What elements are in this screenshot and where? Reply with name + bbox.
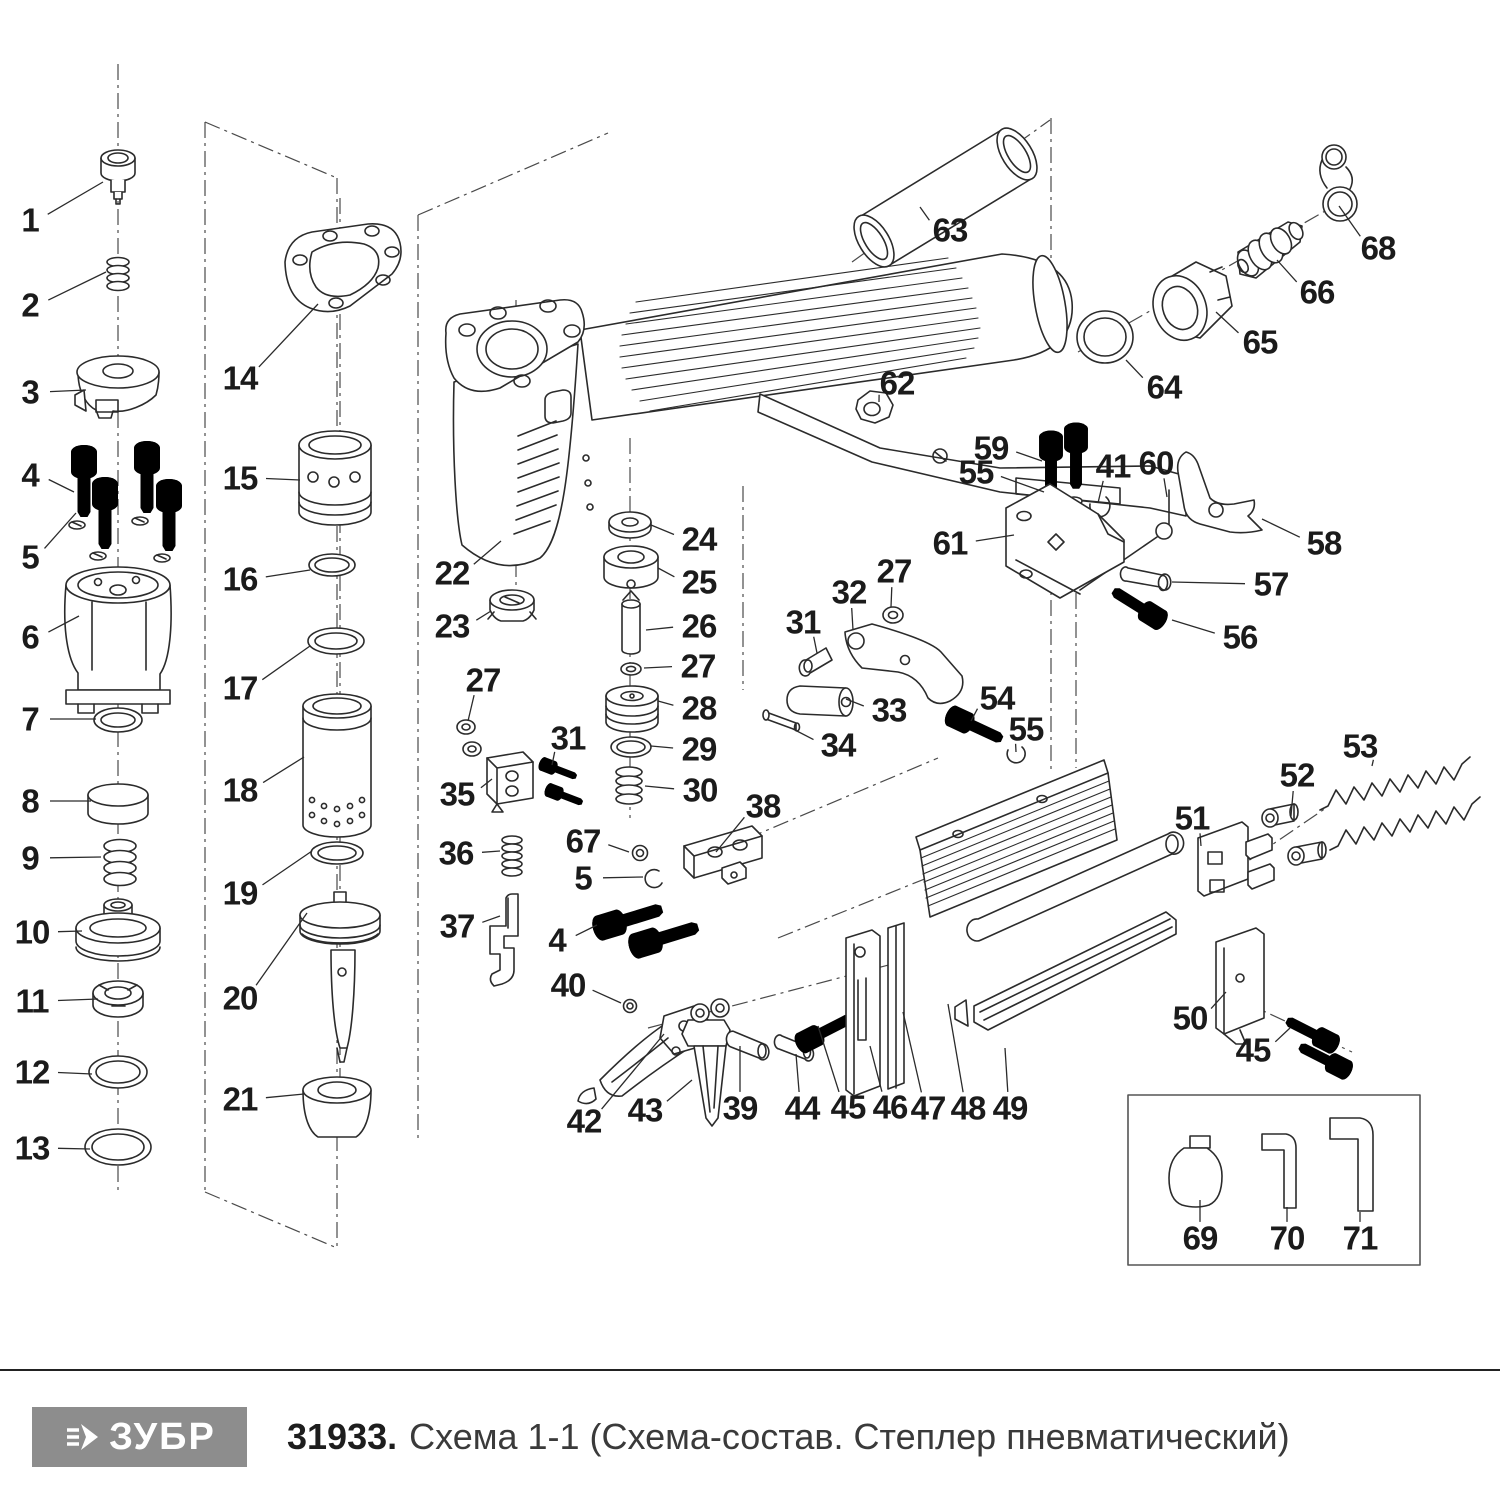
leader-line-20 xyxy=(256,913,307,985)
part-number-71: 71 xyxy=(1342,1219,1378,1257)
part-art-15 xyxy=(299,431,371,525)
part-number-56: 56 xyxy=(1222,618,1258,656)
leader-line-5 xyxy=(45,513,77,548)
part-art-40 xyxy=(624,1000,637,1013)
part-art-35 xyxy=(487,752,533,812)
part-number-15: 15 xyxy=(222,459,258,497)
leader-line-56 xyxy=(1172,620,1215,633)
part-art-38 xyxy=(684,826,762,884)
part-number-43: 43 xyxy=(627,1091,663,1129)
leader-line-66 xyxy=(1277,260,1297,282)
part-number-11: 11 xyxy=(15,982,49,1020)
part-art-52 xyxy=(1262,804,1326,865)
part-number-64: 64 xyxy=(1146,368,1182,406)
part-number-63: 63 xyxy=(932,211,968,249)
part-number-32: 32 xyxy=(831,573,867,611)
part-number-23: 23 xyxy=(434,607,470,645)
part-art-16 xyxy=(309,554,355,576)
part-art-27a xyxy=(621,663,641,675)
leader-line-49 xyxy=(1005,1048,1008,1092)
leader-line-58 xyxy=(1262,519,1300,537)
leader-line-12 xyxy=(58,1073,92,1075)
part-number-12: 12 xyxy=(14,1053,50,1091)
part-art-34 xyxy=(763,710,800,731)
leader-line-45 xyxy=(818,1026,839,1092)
part-art-1 xyxy=(101,150,135,204)
part-number-50: 50 xyxy=(1172,999,1208,1037)
part-number-51: 51 xyxy=(1174,799,1210,837)
part-number-22: 22 xyxy=(434,554,470,592)
part-number-35: 35 xyxy=(439,775,475,813)
part-number-37: 37 xyxy=(439,907,475,945)
part-art-29 xyxy=(611,737,651,757)
leader-line-5 xyxy=(603,877,643,878)
part-number-46: 46 xyxy=(872,1088,908,1126)
part-number-13: 13 xyxy=(14,1129,50,1167)
part-art-31a xyxy=(799,648,832,676)
part-number-9: 9 xyxy=(21,839,39,877)
part-art-46 xyxy=(846,930,880,1096)
part-number-45: 45 xyxy=(1235,1031,1271,1069)
part-number-3: 3 xyxy=(21,373,39,411)
part-number-31: 31 xyxy=(550,719,586,757)
part-art-57 xyxy=(1120,567,1170,590)
leader-line-40 xyxy=(593,990,621,1003)
part-number-28: 28 xyxy=(681,689,717,727)
part-number-69: 69 xyxy=(1182,1219,1218,1257)
part-art-58 xyxy=(1178,452,1262,533)
part-number-33: 33 xyxy=(871,691,907,729)
leader-line-64 xyxy=(1126,360,1143,378)
leader-line-34 xyxy=(793,729,814,740)
leader-line-45 xyxy=(1275,1028,1290,1042)
part-number-55: 55 xyxy=(1008,710,1044,748)
leader-line-1 xyxy=(48,182,103,214)
part-number-34: 34 xyxy=(820,726,856,764)
brand-arrow-icon xyxy=(63,1417,103,1457)
leader-line-9 xyxy=(50,857,101,858)
part-art-6 xyxy=(65,567,171,713)
part-number-49: 49 xyxy=(992,1089,1028,1127)
leader-line-17 xyxy=(262,646,310,680)
part-number-14: 14 xyxy=(222,359,258,397)
leader-line-24 xyxy=(651,525,674,535)
part-art-14 xyxy=(285,224,401,312)
part-number-57: 57 xyxy=(1253,565,1289,603)
part-number-44: 44 xyxy=(784,1089,820,1127)
part-art-39 xyxy=(726,1031,768,1060)
brand-logo xyxy=(32,1407,247,1467)
part-number-67: 67 xyxy=(565,822,601,860)
leader-line-15 xyxy=(266,479,300,481)
part-number-7: 7 xyxy=(21,700,39,738)
part-art-20 xyxy=(300,892,380,1062)
part-number-38: 38 xyxy=(745,787,781,825)
part-number-27: 27 xyxy=(876,552,912,590)
part-art-23 xyxy=(488,590,536,621)
leader-line-13 xyxy=(58,1148,90,1149)
leader-line-19 xyxy=(263,851,313,885)
part-art-28 xyxy=(606,686,658,732)
part-art-13 xyxy=(85,1129,151,1165)
part-art-31b xyxy=(537,756,585,810)
leader-line-16 xyxy=(266,570,310,577)
part-art-24 xyxy=(609,512,651,538)
part-number-20: 20 xyxy=(222,979,258,1017)
part-number-61: 61 xyxy=(932,524,968,562)
part-art-63 xyxy=(846,121,1045,273)
part-number-19: 19 xyxy=(222,874,258,912)
leader-line-27 xyxy=(891,587,892,607)
part-number-29: 29 xyxy=(681,730,717,768)
part-art-27c xyxy=(883,607,903,623)
part-number-39: 39 xyxy=(722,1089,758,1127)
part-art-48 xyxy=(916,760,1117,917)
part-art-30 xyxy=(616,767,642,804)
part-art-7 xyxy=(94,708,142,732)
part-art-36 xyxy=(502,836,522,876)
part-number-5: 5 xyxy=(574,859,592,897)
leader-line-37 xyxy=(482,916,500,922)
part-art-71 xyxy=(1330,1118,1373,1211)
part-art-50 xyxy=(1216,928,1264,1044)
part-number-18: 18 xyxy=(222,771,258,809)
part-number-54: 54 xyxy=(979,679,1015,717)
part-number-16: 16 xyxy=(222,560,258,598)
leader-line-18 xyxy=(263,757,304,783)
sheet-number: 31933. xyxy=(287,1416,398,1457)
part-art-17 xyxy=(308,628,364,654)
part-art-2 xyxy=(107,258,129,291)
part-art-3 xyxy=(75,356,159,418)
part-number-68: 68 xyxy=(1360,229,1396,267)
part-art-12 xyxy=(89,1056,147,1088)
leader-line-65 xyxy=(1216,312,1239,333)
part-art-5 xyxy=(69,517,170,562)
part-number-10: 10 xyxy=(14,913,50,951)
part-number-36: 36 xyxy=(438,834,474,872)
part-art-70 xyxy=(1262,1134,1296,1208)
leader-line-67 xyxy=(608,845,629,852)
part-number-4: 4 xyxy=(548,921,566,959)
leader-line-32 xyxy=(852,608,853,630)
part-number-25: 25 xyxy=(681,563,717,601)
part-number-45: 45 xyxy=(830,1088,866,1126)
part-number-60: 60 xyxy=(1138,444,1174,482)
leader-line-43 xyxy=(667,1080,692,1101)
leader-line-29 xyxy=(651,746,673,748)
part-number-31: 31 xyxy=(785,603,821,641)
part-art-26 xyxy=(622,591,640,654)
part-art-25 xyxy=(604,546,658,588)
leader-line-28 xyxy=(658,701,673,705)
leader-line-10 xyxy=(58,931,82,932)
leader-line-21 xyxy=(266,1094,304,1098)
part-number-40: 40 xyxy=(550,966,586,1004)
part-art-9 xyxy=(104,840,136,886)
leader-line-27 xyxy=(644,667,672,668)
part-number-47: 47 xyxy=(910,1089,946,1127)
part-art-53 xyxy=(1320,757,1480,850)
leader-line-11 xyxy=(58,999,98,1001)
part-number-58: 58 xyxy=(1306,524,1342,562)
part-art-33 xyxy=(787,686,853,716)
leader-line-47 xyxy=(903,1012,921,1092)
part-art-45b xyxy=(1282,1011,1356,1082)
leader-line-36 xyxy=(482,851,500,852)
part-art-11 xyxy=(93,981,143,1017)
part-number-24: 24 xyxy=(681,520,717,558)
part-art-4 xyxy=(71,441,182,551)
leader-line-44 xyxy=(796,1054,799,1092)
part-art-5b xyxy=(645,870,662,888)
part-art-10 xyxy=(76,899,160,961)
parts-artwork xyxy=(65,121,1480,1265)
part-number-8: 8 xyxy=(21,782,39,820)
part-number-65: 65 xyxy=(1242,323,1278,361)
part-number-66: 66 xyxy=(1299,273,1335,311)
leader-line-2 xyxy=(48,272,106,300)
part-number-26: 26 xyxy=(681,607,717,645)
part-art-19 xyxy=(311,842,363,864)
part-art-51 xyxy=(1198,822,1274,896)
part-number-52: 52 xyxy=(1279,756,1315,794)
leader-line-14 xyxy=(259,304,318,367)
part-art-37 xyxy=(490,894,518,986)
part-number-53: 53 xyxy=(1342,727,1378,765)
part-number-5: 5 xyxy=(21,538,39,576)
part-number-70: 70 xyxy=(1269,1219,1305,1257)
part-number-48: 48 xyxy=(950,1089,986,1127)
part-number-1: 1 xyxy=(21,201,39,239)
part-number-27: 27 xyxy=(465,661,501,699)
part-art-4b xyxy=(590,897,702,961)
sheet-title xyxy=(287,1407,1290,1467)
part-art-8 xyxy=(88,784,148,824)
part-number-2: 2 xyxy=(21,286,39,324)
part-number-59: 59 xyxy=(973,429,1009,467)
part-number-6: 6 xyxy=(21,618,39,656)
part-number-30: 30 xyxy=(682,771,718,809)
part-art-21 xyxy=(303,1077,371,1137)
leader-line-4 xyxy=(49,480,74,493)
leader-line-57 xyxy=(1172,582,1245,584)
part-art-64 xyxy=(1077,311,1133,363)
part-art-18 xyxy=(303,694,371,837)
part-number-55: 55 xyxy=(958,453,994,491)
part-number-41: 41 xyxy=(1095,447,1131,485)
leader-line-25 xyxy=(658,568,674,577)
part-art-27b xyxy=(457,720,481,756)
footer-bar xyxy=(0,1369,1500,1500)
leader-line-26 xyxy=(646,627,673,630)
part-number-27: 27 xyxy=(680,647,716,685)
part-number-21: 21 xyxy=(222,1080,258,1118)
part-number-17: 17 xyxy=(222,669,258,707)
part-number-42: 42 xyxy=(566,1102,602,1140)
part-art-67 xyxy=(633,846,648,861)
part-art-65 xyxy=(1144,262,1232,348)
leader-line-59 xyxy=(1016,452,1042,461)
leader-line-30 xyxy=(645,786,674,789)
part-art-68 xyxy=(1320,145,1357,221)
part-art-66 xyxy=(1233,220,1305,279)
part-number-4: 4 xyxy=(21,456,39,494)
sheet-name: Схема 1-1 (Схема-состав. Степлер пневматический) xyxy=(409,1416,1290,1457)
part-art-69 xyxy=(1169,1136,1222,1207)
brand-logo-text: ЗУБР xyxy=(109,1416,216,1458)
part-art-47 xyxy=(888,923,904,1089)
leader-line-27 xyxy=(468,695,474,721)
part-number-62: 62 xyxy=(879,364,915,402)
